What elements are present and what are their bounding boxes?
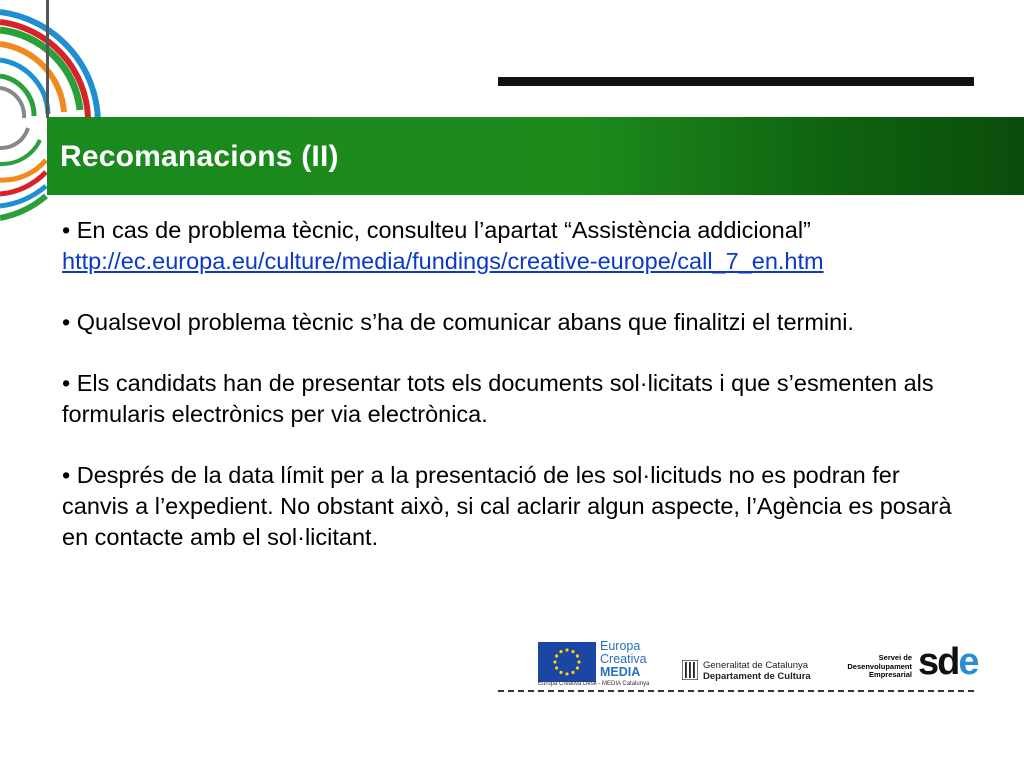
europa-line3: MEDIA (600, 665, 641, 679)
europa-line1: Europa (600, 639, 641, 653)
sde-line1: Servei de (878, 653, 912, 662)
sde-logo (918, 642, 978, 682)
top-black-bar (498, 77, 974, 86)
bullet-text: • Qualsevol problema tècnic s’ha de comunicar abans que finalitzi el termini. (62, 309, 854, 335)
bullet-item (62, 460, 962, 553)
bullet-text: • En cas de problema tècnic, consulteu l’apartat “Assistència addicional” (62, 217, 811, 243)
generalitat-line1: Generalitat de Catalunya (703, 660, 809, 671)
footer-logos (538, 640, 978, 690)
sde-logo-s: s (918, 641, 938, 683)
slide-title: Recomanacions (II) (60, 140, 339, 173)
generalitat-icon (682, 660, 698, 680)
sde-label (844, 654, 912, 680)
bullet-item (62, 215, 962, 277)
eu-flag-icon (538, 642, 596, 682)
europa-creativa-logo (600, 640, 647, 679)
generalitat-logo-text (703, 660, 811, 682)
sde-line3: Empresarial (869, 670, 912, 679)
bullet-list (62, 215, 962, 583)
vertical-divider (46, 0, 49, 118)
bullet-item (62, 368, 962, 430)
sde-logo-d: d (937, 641, 959, 683)
bullet-text: • Els candidats han de presentar tots els documents sol·licitats i que s’esmenten als formularis electrònics per via electrònica. (62, 370, 934, 427)
sde-line2: Desenvolupament (847, 661, 912, 671)
bullet-item (62, 307, 962, 338)
europa-subtitle: Europa Creativa Desk - MEDIA Catalunya (538, 681, 650, 687)
bullet-text: • Després de la data límit per a la presentació de les sol·licituds no es podran fer canvis a l’expedient. No obstant això, si cal aclarir algun aspecte, l’Agència es posarà en contacte amb el sol·licitant. (62, 462, 952, 550)
sde-logo-e: e (958, 641, 978, 683)
assistance-link[interactable]: http://ec.europa.eu/culture/media/fundings/creative-europe/call_7_en.htm (62, 248, 824, 274)
footer-dashed-line (498, 690, 974, 692)
generalitat-line2: Departament de Cultura (703, 671, 811, 682)
europa-line2: Creativa (600, 652, 647, 666)
